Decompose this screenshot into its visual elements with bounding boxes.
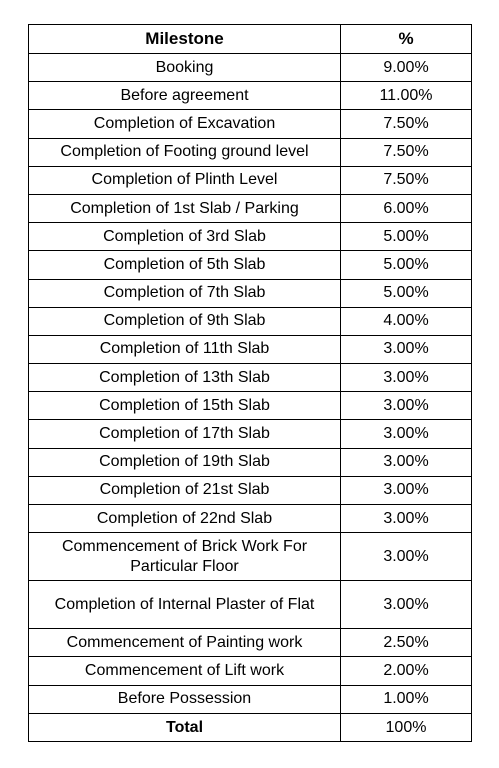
total-row xyxy=(29,713,472,742)
percent-cell: 3.00% xyxy=(341,505,472,533)
table-row xyxy=(29,194,472,222)
percent-cell: 4.00% xyxy=(341,307,472,335)
table-row xyxy=(29,307,472,335)
table-row xyxy=(29,448,472,476)
table-row xyxy=(29,364,472,392)
milestone-cell: Completion of 11th Slab xyxy=(29,335,341,363)
milestone-column-header: Milestone xyxy=(29,25,341,54)
percent-cell: 3.00% xyxy=(341,476,472,504)
table-row xyxy=(29,420,472,448)
table-row xyxy=(29,685,472,713)
table-row xyxy=(29,629,472,657)
table-row xyxy=(29,392,472,420)
milestone-cell: Completion of Excavation xyxy=(29,110,341,138)
table-row xyxy=(29,54,472,82)
percent-cell: 2.50% xyxy=(341,629,472,657)
percent-cell: 6.00% xyxy=(341,194,472,222)
milestone-cell: Completion of 17th Slab xyxy=(29,420,341,448)
table-row xyxy=(29,279,472,307)
table-row xyxy=(29,138,472,166)
percent-cell: 5.00% xyxy=(341,279,472,307)
percent-cell: 7.50% xyxy=(341,110,472,138)
table-row xyxy=(29,476,472,504)
milestone-cell: Completion of Internal Plaster of Flat xyxy=(29,581,341,629)
total-label: Total xyxy=(29,713,341,742)
milestone-cell: Booking xyxy=(29,54,341,82)
milestone-cell: Completion of 21st Slab xyxy=(29,476,341,504)
milestone-cell: Before Possession xyxy=(29,685,341,713)
percent-cell: 3.00% xyxy=(341,420,472,448)
percent-cell: 3.00% xyxy=(341,448,472,476)
milestone-cell: Commencement of Brick Work For Particular Floor xyxy=(29,533,341,581)
milestone-cell: Before agreement xyxy=(29,82,341,110)
milestone-cell: Commencement of Lift work xyxy=(29,657,341,685)
percent-cell: 1.00% xyxy=(341,685,472,713)
milestone-cell: Completion of 7th Slab xyxy=(29,279,341,307)
milestone-cell: Completion of 15th Slab xyxy=(29,392,341,420)
table-header-row xyxy=(29,25,472,54)
total-percent: 100% xyxy=(341,713,472,742)
table-row xyxy=(29,82,472,110)
milestone-cell: Completion of 3rd Slab xyxy=(29,223,341,251)
payment-schedule-table xyxy=(28,24,472,742)
table-row xyxy=(29,657,472,685)
table-row xyxy=(29,533,472,581)
percent-cell: 5.00% xyxy=(341,223,472,251)
table-row xyxy=(29,505,472,533)
percent-cell: 5.00% xyxy=(341,251,472,279)
percent-cell: 9.00% xyxy=(341,54,472,82)
milestone-cell: Completion of Footing ground level xyxy=(29,138,341,166)
percent-column-header: % xyxy=(341,25,472,54)
milestone-cell: Completion of 19th Slab xyxy=(29,448,341,476)
percent-cell: 3.00% xyxy=(341,392,472,420)
percent-cell: 3.00% xyxy=(341,335,472,363)
milestone-cell: Completion of 22nd Slab xyxy=(29,505,341,533)
table-row xyxy=(29,223,472,251)
percent-cell: 7.50% xyxy=(341,138,472,166)
table-row xyxy=(29,581,472,629)
table-row xyxy=(29,110,472,138)
table-row xyxy=(29,335,472,363)
percent-cell: 2.00% xyxy=(341,657,472,685)
milestone-cell: Completion of 9th Slab xyxy=(29,307,341,335)
table-row xyxy=(29,251,472,279)
percent-cell: 3.00% xyxy=(341,364,472,392)
percent-cell: 11.00% xyxy=(341,82,472,110)
milestone-cell: Completion of 1st Slab / Parking xyxy=(29,194,341,222)
table-row xyxy=(29,166,472,194)
milestone-cell: Completion of 5th Slab xyxy=(29,251,341,279)
milestone-cell: Commencement of Painting work xyxy=(29,629,341,657)
table-body xyxy=(29,54,472,714)
percent-cell: 7.50% xyxy=(341,166,472,194)
milestone-cell: Completion of Plinth Level xyxy=(29,166,341,194)
milestone-cell: Completion of 13th Slab xyxy=(29,364,341,392)
percent-cell: 3.00% xyxy=(341,533,472,581)
percent-cell: 3.00% xyxy=(341,581,472,629)
